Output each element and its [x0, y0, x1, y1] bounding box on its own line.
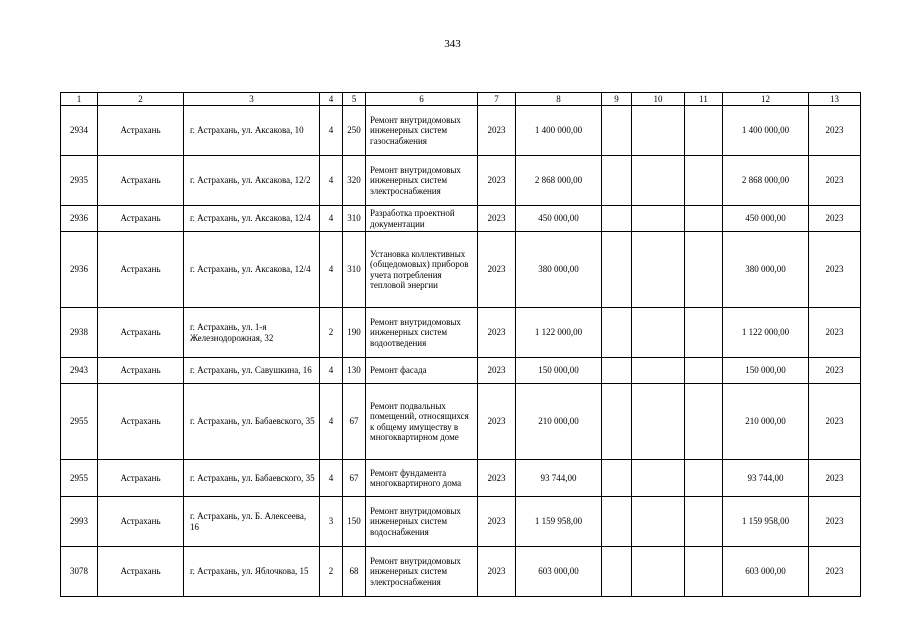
col-11-cell	[685, 384, 723, 460]
end-year-cell: 2023	[809, 497, 861, 547]
floors-cell: 3	[320, 497, 343, 547]
column-header: 7	[478, 93, 516, 106]
city-cell: Астрахань	[98, 460, 184, 497]
city-cell: Астрахань	[98, 497, 184, 547]
city-cell: Астрахань	[98, 106, 184, 156]
row-number-cell: 2936	[61, 206, 98, 232]
col-9-cell	[602, 206, 632, 232]
cost-cell: 2 868 000,00	[516, 156, 602, 206]
flats-cell: 68	[343, 547, 366, 597]
end-year-cell: 2023	[809, 384, 861, 460]
floors-cell: 4	[320, 106, 343, 156]
table-row	[61, 308, 861, 358]
table-row	[61, 156, 861, 206]
col-10-cell	[632, 232, 685, 308]
flats-cell: 250	[343, 106, 366, 156]
cost-cell: 450 000,00	[516, 206, 602, 232]
year-cell: 2023	[478, 308, 516, 358]
year-cell: 2023	[478, 497, 516, 547]
column-header: 13	[809, 93, 861, 106]
flats-cell: 150	[343, 497, 366, 547]
col-11-cell	[685, 308, 723, 358]
column-header: 10	[632, 93, 685, 106]
work-type-cell: Ремонт внутридомовых инженерных систем газоснабжения	[366, 106, 478, 156]
year-cell: 2023	[478, 384, 516, 460]
table-row	[61, 206, 861, 232]
flats-cell: 130	[343, 358, 366, 384]
col-11-cell	[685, 460, 723, 497]
row-number-cell: 2935	[61, 156, 98, 206]
table-row	[61, 460, 861, 497]
work-type-cell: Ремонт внутридомовых инженерных систем электроснабжения	[366, 547, 478, 597]
column-header: 12	[723, 93, 809, 106]
col-9-cell	[602, 547, 632, 597]
column-header: 5	[343, 93, 366, 106]
col-11-cell	[685, 232, 723, 308]
total-cell: 1 122 000,00	[723, 308, 809, 358]
work-type-cell: Ремонт внутридомовых инженерных систем водоотведения	[366, 308, 478, 358]
col-9-cell	[602, 232, 632, 308]
column-header: 8	[516, 93, 602, 106]
row-number-cell: 2955	[61, 460, 98, 497]
col-10-cell	[632, 497, 685, 547]
works-table	[60, 92, 861, 597]
floors-cell: 4	[320, 156, 343, 206]
row-number-cell: 2938	[61, 308, 98, 358]
end-year-cell: 2023	[809, 308, 861, 358]
flats-cell: 320	[343, 156, 366, 206]
col-9-cell	[602, 156, 632, 206]
city-cell: Астрахань	[98, 308, 184, 358]
total-cell: 1 400 000,00	[723, 106, 809, 156]
cost-cell: 150 000,00	[516, 358, 602, 384]
column-header: 6	[366, 93, 478, 106]
year-cell: 2023	[478, 106, 516, 156]
col-11-cell	[685, 358, 723, 384]
city-cell: Астрахань	[98, 384, 184, 460]
address-cell: г. Астрахань, ул. Бабаевского, 35	[184, 460, 320, 497]
floors-cell: 4	[320, 460, 343, 497]
work-type-cell: Ремонт подвальных помещений, относящихся к общему имуществу в многоквартирном доме	[366, 384, 478, 460]
flats-cell: 310	[343, 206, 366, 232]
col-10-cell	[632, 460, 685, 497]
row-number-cell: 3078	[61, 547, 98, 597]
col-11-cell	[685, 497, 723, 547]
floors-cell: 2	[320, 547, 343, 597]
cost-cell: 210 000,00	[516, 384, 602, 460]
total-cell: 380 000,00	[723, 232, 809, 308]
table-row	[61, 106, 861, 156]
table-row	[61, 358, 861, 384]
flats-cell: 310	[343, 232, 366, 308]
year-cell: 2023	[478, 460, 516, 497]
column-header: 11	[685, 93, 723, 106]
total-cell: 603 000,00	[723, 547, 809, 597]
end-year-cell: 2023	[809, 156, 861, 206]
column-header: 9	[602, 93, 632, 106]
total-cell: 1 159 958,00	[723, 497, 809, 547]
table-row	[61, 547, 861, 597]
address-cell: г. Астрахань, ул. Бабаевского, 35	[184, 384, 320, 460]
col-9-cell	[602, 497, 632, 547]
col-9-cell	[602, 358, 632, 384]
total-cell: 2 868 000,00	[723, 156, 809, 206]
column-header: 3	[184, 93, 320, 106]
flats-cell: 67	[343, 460, 366, 497]
row-number-cell: 2936	[61, 232, 98, 308]
col-9-cell	[602, 460, 632, 497]
table-row	[61, 232, 861, 308]
col-10-cell	[632, 106, 685, 156]
address-cell: г. Астрахань, ул. Аксакова, 12/4	[184, 206, 320, 232]
cost-cell: 1 400 000,00	[516, 106, 602, 156]
address-cell: г. Астрахань, ул. 1-я Железнодорожная, 32	[184, 308, 320, 358]
work-type-cell: Разработка проектной документации	[366, 206, 478, 232]
year-cell: 2023	[478, 156, 516, 206]
work-type-cell: Установка коллективных (общедомовых) приборов учета потребления тепловой энергии	[366, 232, 478, 308]
col-11-cell	[685, 206, 723, 232]
total-cell: 150 000,00	[723, 358, 809, 384]
end-year-cell: 2023	[809, 460, 861, 497]
address-cell: г. Астрахань, ул. Савушкина, 16	[184, 358, 320, 384]
row-number-cell: 2993	[61, 497, 98, 547]
total-cell: 450 000,00	[723, 206, 809, 232]
city-cell: Астрахань	[98, 206, 184, 232]
year-cell: 2023	[478, 358, 516, 384]
end-year-cell: 2023	[809, 358, 861, 384]
floors-cell: 4	[320, 232, 343, 308]
address-cell: г. Астрахань, ул. Аксакова, 12/2	[184, 156, 320, 206]
year-cell: 2023	[478, 206, 516, 232]
col-10-cell	[632, 206, 685, 232]
cost-cell: 1 122 000,00	[516, 308, 602, 358]
work-type-cell: Ремонт фасада	[366, 358, 478, 384]
cost-cell: 1 159 958,00	[516, 497, 602, 547]
end-year-cell: 2023	[809, 232, 861, 308]
address-cell: г. Астрахань, ул. Б. Алексеева, 16	[184, 497, 320, 547]
total-cell: 210 000,00	[723, 384, 809, 460]
col-9-cell	[602, 384, 632, 460]
floors-cell: 4	[320, 384, 343, 460]
year-cell: 2023	[478, 547, 516, 597]
col-11-cell	[685, 156, 723, 206]
col-10-cell	[632, 547, 685, 597]
year-cell: 2023	[478, 232, 516, 308]
floors-cell: 2	[320, 308, 343, 358]
row-number-cell: 2955	[61, 384, 98, 460]
floors-cell: 4	[320, 358, 343, 384]
work-type-cell: Ремонт фундамента многоквартирного дома	[366, 460, 478, 497]
city-cell: Астрахань	[98, 547, 184, 597]
table-row	[61, 384, 861, 460]
city-cell: Астрахань	[98, 232, 184, 308]
col-10-cell	[632, 384, 685, 460]
column-header: 4	[320, 93, 343, 106]
end-year-cell: 2023	[809, 106, 861, 156]
cost-cell: 93 744,00	[516, 460, 602, 497]
end-year-cell: 2023	[809, 547, 861, 597]
floors-cell: 4	[320, 206, 343, 232]
total-cell: 93 744,00	[723, 460, 809, 497]
flats-cell: 67	[343, 384, 366, 460]
col-10-cell	[632, 358, 685, 384]
col-11-cell	[685, 547, 723, 597]
address-cell: г. Астрахань, ул. Аксакова, 12/4	[184, 232, 320, 308]
city-cell: Астрахань	[98, 156, 184, 206]
cost-cell: 603 000,00	[516, 547, 602, 597]
col-10-cell	[632, 308, 685, 358]
flats-cell: 190	[343, 308, 366, 358]
work-type-cell: Ремонт внутридомовых инженерных систем водоснабжения	[366, 497, 478, 547]
col-10-cell	[632, 156, 685, 206]
col-11-cell	[685, 106, 723, 156]
city-cell: Астрахань	[98, 358, 184, 384]
work-type-cell: Ремонт внутридомовых инженерных систем электроснабжения	[366, 156, 478, 206]
page-number: 343	[444, 38, 461, 50]
column-header: 1	[61, 93, 98, 106]
col-9-cell	[602, 308, 632, 358]
row-number-cell: 2943	[61, 358, 98, 384]
end-year-cell: 2023	[809, 206, 861, 232]
column-header: 2	[98, 93, 184, 106]
col-9-cell	[602, 106, 632, 156]
address-cell: г. Астрахань, ул. Яблочкова, 15	[184, 547, 320, 597]
header-row	[61, 93, 861, 106]
address-cell: г. Астрахань, ул. Аксакова, 10	[184, 106, 320, 156]
row-number-cell: 2934	[61, 106, 98, 156]
cost-cell: 380 000,00	[516, 232, 602, 308]
table-row	[61, 497, 861, 547]
